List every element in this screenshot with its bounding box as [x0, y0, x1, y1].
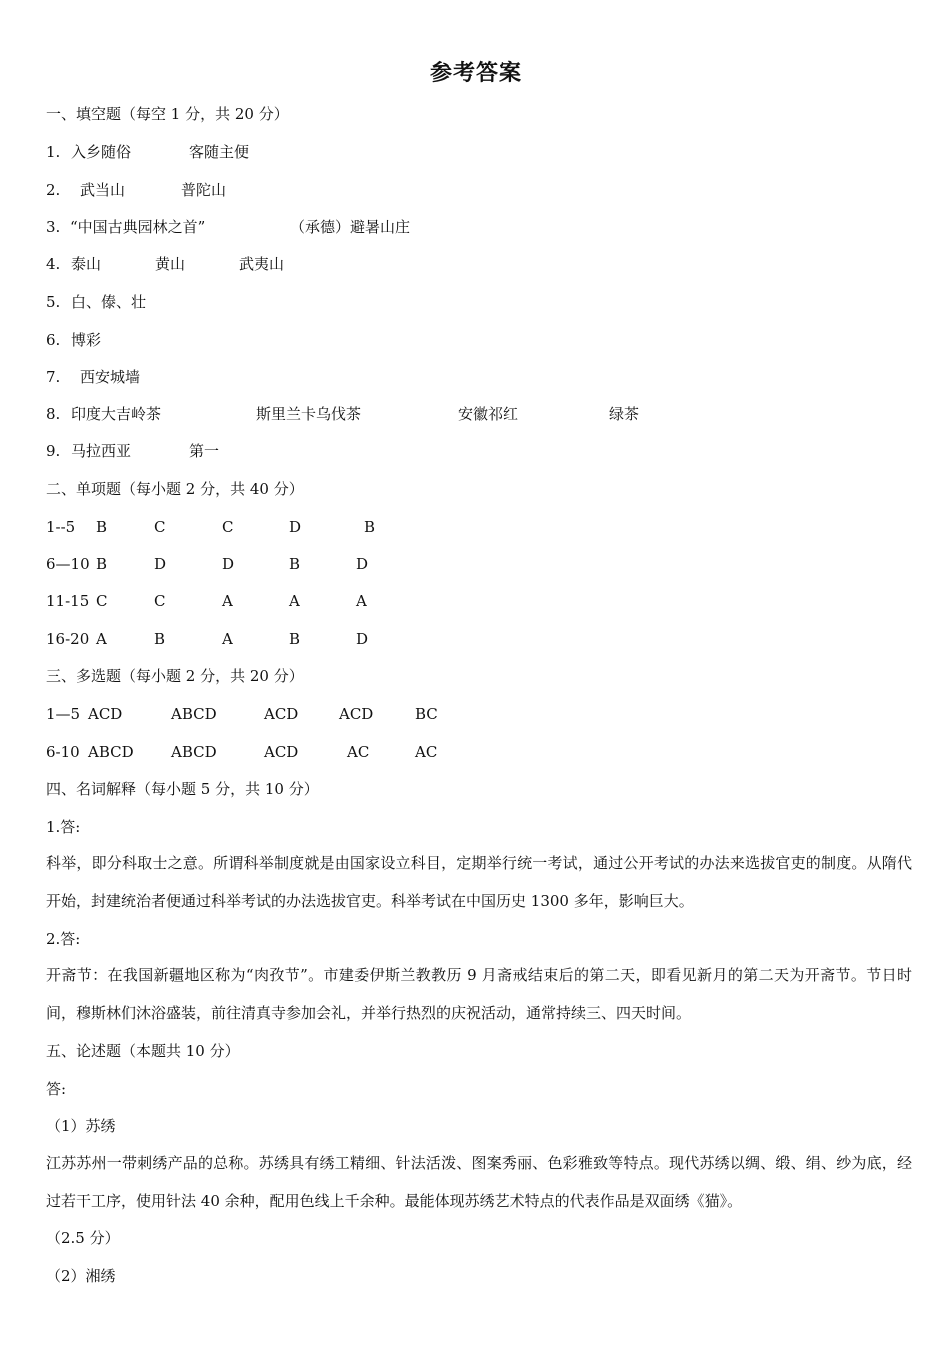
page-title: 参考答案 [429, 61, 522, 86]
answer: 白、傣、壮 [71, 293, 147, 311]
answer: D [356, 630, 369, 648]
answer: 马拉西亚 [71, 442, 132, 460]
question-range: 6—10 [46, 555, 90, 573]
answer: C [222, 518, 234, 536]
term-explanation-2: 开斋节：在我国新疆地区称为“肉孜节”。市建委伊斯兰教教历 9 月斋戒结束后的第二天，即看见新月的第二天为开斋节。节日时间，穆斯林们沐浴盛装，前往清真寺参加会礼，并举行热烈的庆祝活动，通常持续三、四天时间。 [46, 966, 912, 1022]
answer: 黄山 [155, 255, 186, 273]
answer: A [356, 592, 367, 610]
section5-heading: 五、论述题（本题共 10 分） [46, 1042, 240, 1060]
answer: D [222, 555, 235, 573]
answer: B [289, 555, 301, 573]
answer: A [222, 592, 233, 610]
answer: C [154, 592, 166, 610]
sub-answer-heading: （2）湘绣 [46, 1267, 116, 1285]
answer: A [289, 592, 300, 610]
answer-label: 2.答: [46, 930, 81, 948]
answer: 普陀山 [181, 181, 227, 199]
section4-heading: 四、名词解释（每小题 5 分，共 10 分） [46, 780, 319, 798]
answer: 西安城墙 [80, 368, 141, 386]
answer: D [356, 555, 369, 573]
answer: ABCD [88, 743, 134, 761]
score-note: （2.5 分） [46, 1229, 120, 1247]
item-number: 1. [46, 143, 61, 161]
answer: B [364, 518, 376, 536]
question-range: 11-15 [46, 592, 90, 610]
question-range: 1—5 [46, 705, 81, 723]
question-range: 16-20 [46, 630, 90, 648]
answer: 博彩 [71, 331, 102, 349]
answer: D [289, 518, 302, 536]
item-number: 2. [46, 181, 61, 199]
answer: 武夷山 [239, 255, 285, 273]
answer: D [154, 555, 167, 573]
question-range: 1--5 [46, 518, 76, 536]
item-number: 7. [46, 368, 61, 386]
question-range: 6-10 [46, 743, 80, 761]
answer: 客随主便 [189, 143, 250, 161]
answer: 安徽祁红 [458, 405, 519, 423]
answer: BC [415, 705, 438, 723]
essay-paragraph-1: 江苏苏州一带刺绣产品的总称。苏绣具有绣工精细、针法活泼、图案秀丽、色彩雅致等特点。现代苏绣以绸、缎、绢、纱为底，经过若干工序，使用针法 40 余种，配用色线上千余种。最能体现苏绣艺术特点的代表作品是双面绣《猫》。 [46, 1154, 912, 1210]
section1-heading: 一、填空题（每空 1 分，共 20 分） [46, 105, 289, 123]
sub-answer-heading: （1）苏绣 [46, 1117, 116, 1135]
answer: 泰山 [71, 255, 102, 273]
answer: 入乡随俗 [71, 143, 132, 161]
answer: ACD [339, 705, 374, 723]
item-number: 8. [46, 405, 61, 423]
answer: 武当山 [80, 181, 126, 199]
answer: ACD [264, 743, 299, 761]
answer: AC [347, 743, 370, 761]
answer: C [154, 518, 166, 536]
answer: ACD [264, 705, 299, 723]
answer: B [289, 630, 301, 648]
answer: 第一 [189, 442, 220, 460]
item-number: 3. [46, 218, 61, 236]
item-number: 5. [46, 293, 61, 311]
answer: ACD [88, 705, 123, 723]
term-explanation-1: 科举，即分科取士之意。所谓科举制度就是由国家设立科目，定期举行统一考试，通过公开考试的办法来选拔官吏的制度。从隋代开始，封建统治者便通过科举考试的办法选拔官吏。科举考试在中国历史 1300 多年，影响巨大。 [46, 854, 912, 910]
answer: B [96, 518, 108, 536]
answer: C [96, 592, 108, 610]
answer: （承德）避暑山庄 [290, 218, 411, 236]
answer: ABCD [171, 743, 217, 761]
item-number: 9. [46, 442, 61, 460]
answer-label: 答: [46, 1080, 67, 1098]
answer: 印度大吉岭茶 [71, 405, 162, 423]
answer: B [154, 630, 166, 648]
section3-heading: 三、多选题（每小题 2 分，共 20 分） [46, 667, 304, 685]
answer: ABCD [171, 705, 217, 723]
answer-label: 1.答: [46, 818, 81, 836]
item-number: 6. [46, 331, 61, 349]
answer: 绿茶 [609, 405, 640, 423]
answer: A [96, 630, 107, 648]
answer: A [222, 630, 233, 648]
answer: AC [415, 743, 438, 761]
section2-heading: 二、单项题（每小题 2 分，共 40 分） [46, 480, 304, 498]
answer: “中国古典园林之首” [70, 218, 206, 236]
answer: B [96, 555, 108, 573]
answer: 斯里兰卡乌伐茶 [256, 405, 362, 423]
item-number: 4. [46, 255, 61, 273]
